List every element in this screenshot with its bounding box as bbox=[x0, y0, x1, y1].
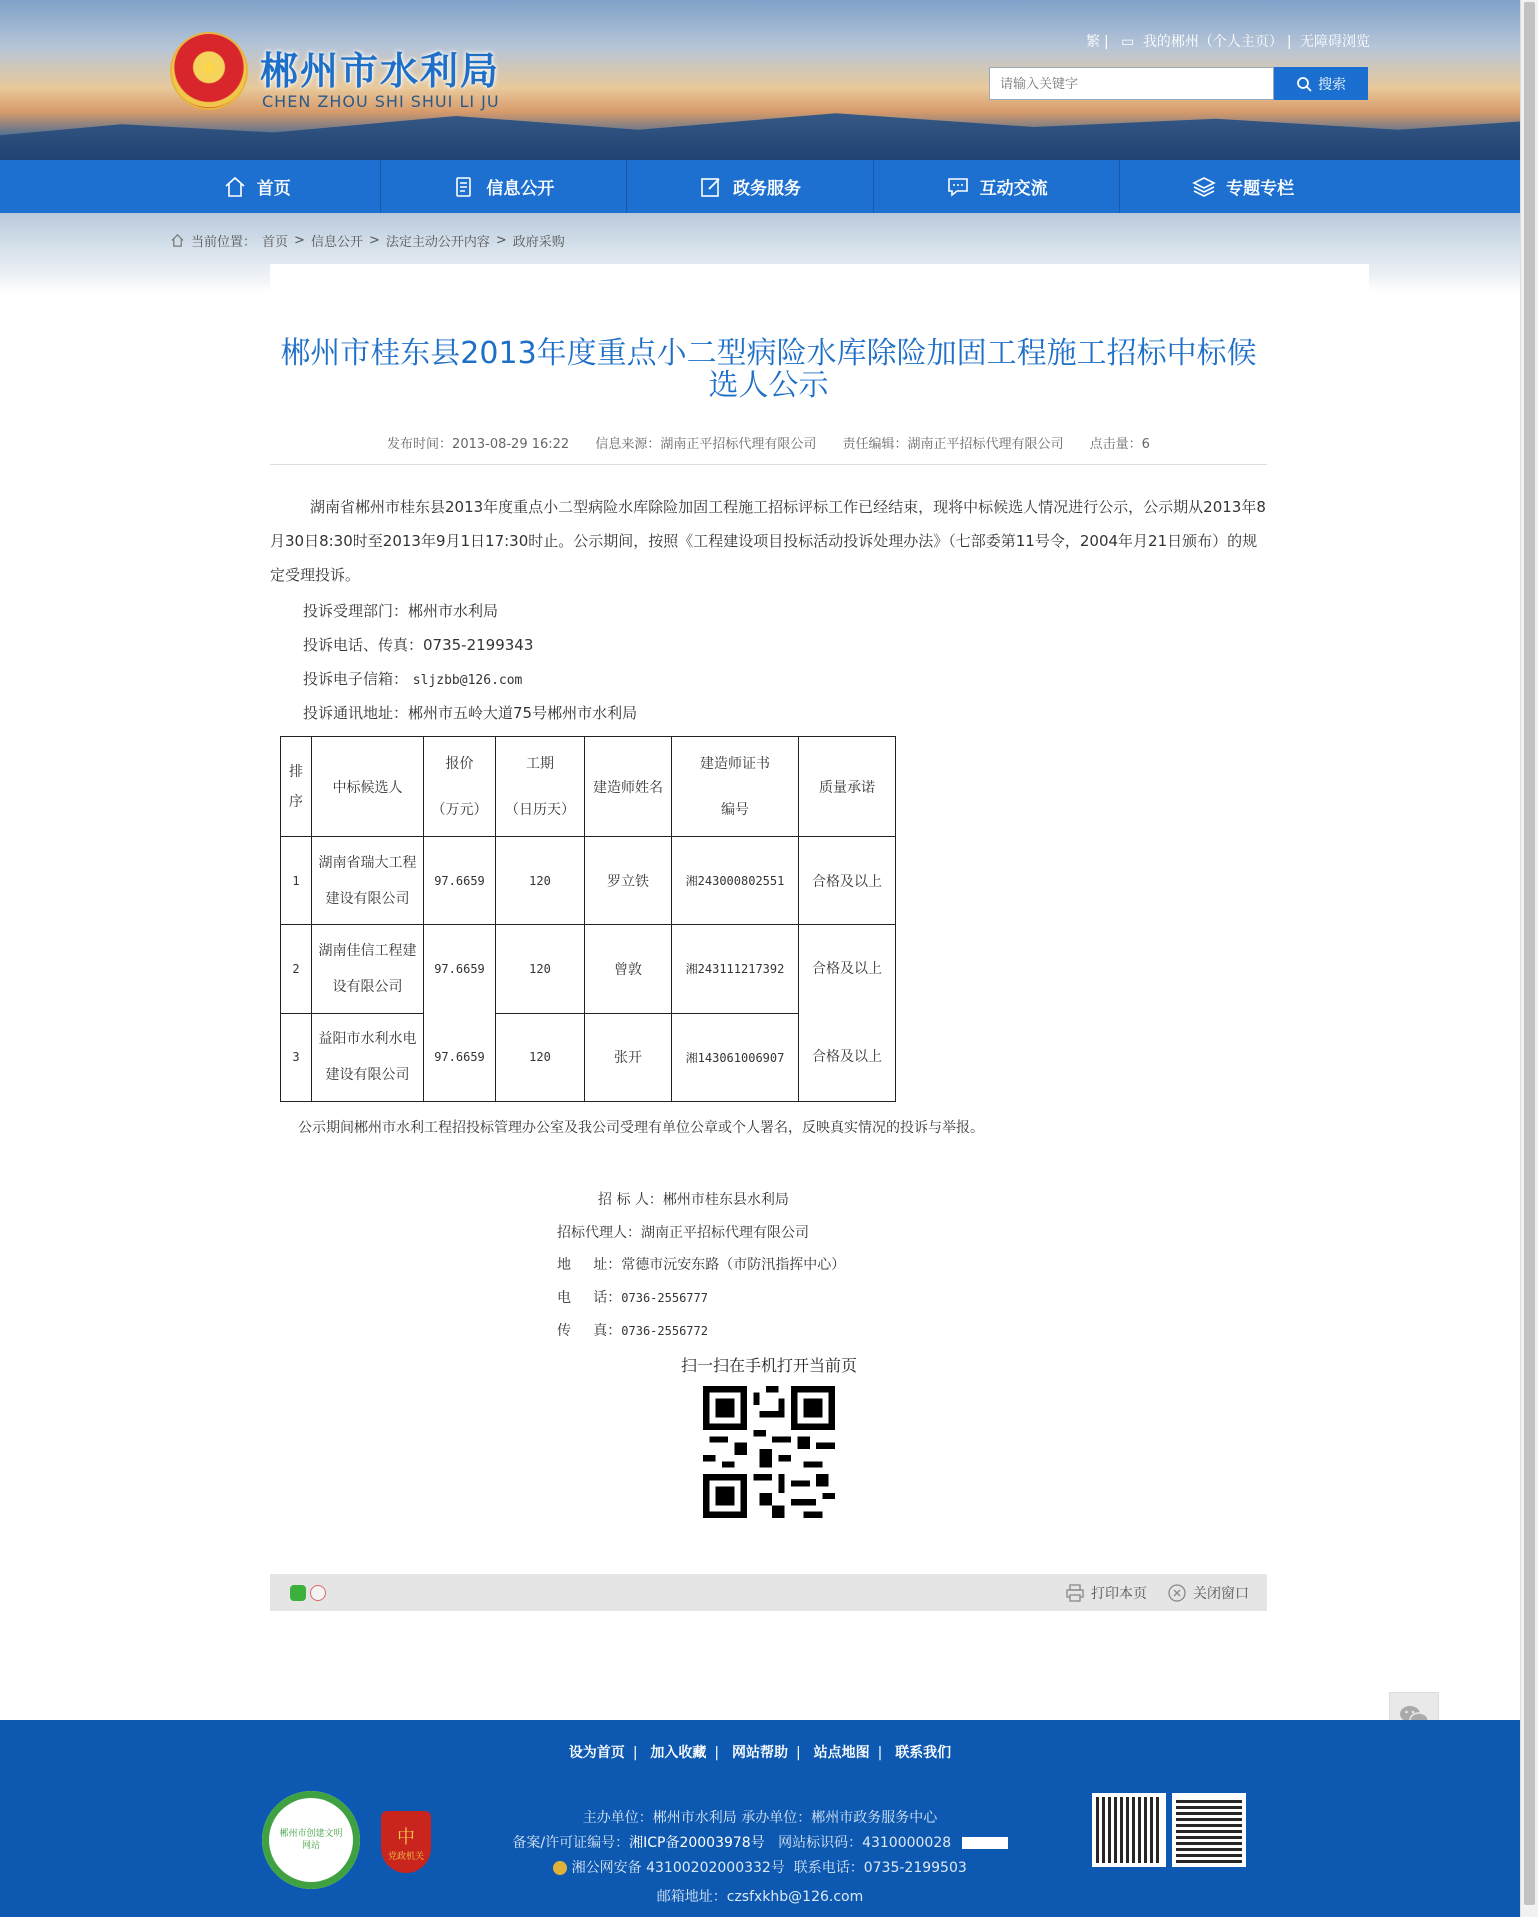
nav-label: 政务服务 bbox=[732, 179, 801, 199]
close-label: 关闭窗口 bbox=[1193, 1586, 1249, 1602]
share-bar bbox=[270, 1574, 1267, 1611]
article-title: 郴州市桂东县2013年度重点小二型病险水库除险加固工程施工招标中标候选人公示 bbox=[280, 336, 1257, 403]
footer-qr-code-icon bbox=[1092, 1793, 1166, 1867]
click-count: 点击量：6 bbox=[1089, 437, 1150, 452]
header-rank: 排序 bbox=[281, 737, 312, 837]
breadcrumb-info-public[interactable]: 信息公开 bbox=[310, 235, 363, 250]
cell-price: 97.6659 bbox=[424, 837, 496, 925]
editor: 责任编辑：湖南正平招标代理有限公司 bbox=[842, 437, 1064, 452]
nav-label: 专题专栏 bbox=[1226, 179, 1295, 199]
wechat-share-icon[interactable] bbox=[290, 1585, 306, 1601]
cell-days: 120 bbox=[496, 925, 585, 1014]
cell-quality-merged: 合格及以上 合格及以上 bbox=[799, 925, 896, 1102]
national-emblem-logo: ★ bbox=[172, 34, 246, 108]
complaint-phone: 投诉电话、传真：0735-2199343 bbox=[303, 636, 534, 654]
complaint-email-label: 投诉电子信箱： bbox=[303, 670, 409, 688]
signature-line: 招标代理人：湖南正平招标代理有限公司 bbox=[557, 1225, 809, 1241]
cell-rank: 3 bbox=[281, 1013, 312, 1102]
breadcrumb bbox=[170, 231, 565, 250]
breadcrumb-legal-content[interactable]: 法定主动公开内容 bbox=[385, 235, 490, 250]
footer-email: 邮箱地址：czsfxkhb@126.com bbox=[656, 1889, 864, 1905]
signature-line: 招 标 人：郴州市桂东县水利局 bbox=[598, 1192, 789, 1208]
header-cert: 建造师证书 编号 bbox=[672, 737, 799, 837]
bid-candidates-table bbox=[280, 736, 896, 1102]
cell-cert: 湘243000802551 bbox=[672, 837, 799, 925]
nav-item-home[interactable] bbox=[134, 160, 381, 213]
search-button-label: 搜索 bbox=[1318, 75, 1346, 92]
cell-days: 120 bbox=[496, 837, 585, 925]
site-title[interactable]: 郴州市水利局 bbox=[260, 49, 501, 93]
my-chenzhou-link[interactable]: 我的郴州（个人主页） bbox=[1142, 34, 1283, 50]
icp-link[interactable]: 湘ICP备20003978号 bbox=[629, 1835, 765, 1851]
monitor-icon: ▭ bbox=[1121, 34, 1135, 50]
footer-icp-line: 备案/许可证编号：湘ICP备20003978号 网站标识码：4310000028 bbox=[0, 1832, 1520, 1852]
complaint-dept: 投诉受理部门：郴州市水利局 bbox=[303, 602, 499, 620]
search-button[interactable] bbox=[1274, 67, 1368, 100]
main-nav bbox=[0, 160, 1520, 213]
table-row bbox=[281, 925, 896, 1014]
breadcrumb-separator: > bbox=[368, 233, 380, 248]
scrollbar-thumb[interactable] bbox=[1524, 2, 1535, 1905]
footer-sponsor: 主办单位：郴州市水利局 承办单位：郴州市政务服务中心 bbox=[582, 1810, 938, 1826]
footer-link-bookmark[interactable]: 加入收藏 bbox=[650, 1745, 707, 1761]
article-paragraph: 湖南省郴州市桂东县2013年度重点小二型病险水库除险加固工程施工招标评标工作已经结束，现将中标候选人情况进行公示，公示期从2013年8月30日8:30时至2013年9月1日17:30时止。公示期间，按照《工程建设项目投标活动投诉处理办法》（七部委第11号令，2004年月21日颁布）的规定受理投诉。 bbox=[270, 498, 1266, 584]
cell-cert: 湘243111217392 bbox=[672, 925, 799, 1014]
signature-line: 传 真：0736-2556772 bbox=[557, 1323, 708, 1339]
breadcrumb-separator: > bbox=[495, 233, 507, 248]
complaint-address: 投诉通讯地址：郴州市五岭大道75号郴州市水利局 bbox=[303, 704, 638, 722]
footer-link-set-home[interactable]: 设为首页 bbox=[568, 1745, 625, 1761]
vertical-scrollbar[interactable] bbox=[1520, 0, 1538, 1917]
police-badge-icon bbox=[553, 1861, 567, 1875]
edit-icon bbox=[699, 175, 723, 199]
footer-phone: 联系电话：0735-2199503 bbox=[793, 1860, 967, 1876]
footer bbox=[0, 1720, 1520, 1917]
ch22-badge-icon bbox=[962, 1837, 1008, 1849]
nav-item-special-topics[interactable] bbox=[1120, 160, 1366, 213]
qr-code-icon bbox=[703, 1386, 835, 1518]
police-record[interactable]: 湘公网安备 43100202000332号 bbox=[571, 1860, 785, 1876]
header-days: 工期 （日历天） bbox=[496, 737, 585, 837]
search-icon bbox=[1296, 76, 1312, 92]
cell-company: 湖南佳信工程建 设有限公司 bbox=[312, 925, 424, 1014]
breadcrumb-prefix: 当前位置： bbox=[191, 235, 257, 250]
table-header-row bbox=[281, 737, 896, 837]
breadcrumb-home[interactable]: 首页 bbox=[262, 235, 289, 250]
nav-item-gov-service[interactable] bbox=[627, 160, 874, 213]
nav-item-interaction[interactable] bbox=[874, 160, 1121, 213]
home-icon bbox=[170, 233, 185, 248]
party-gov-badge[interactable]: 中 党政机关 bbox=[381, 1811, 431, 1873]
publish-time: 发布时间：2013-08-29 16:22 bbox=[387, 437, 570, 452]
cell-rank: 2 bbox=[281, 925, 312, 1014]
nav-label: 互动交流 bbox=[979, 179, 1048, 199]
signature-line: 电 话：0736-2556777 bbox=[557, 1290, 708, 1306]
nav-label: 信息公开 bbox=[486, 179, 555, 199]
party-gov-label: 党政机关 bbox=[387, 1851, 424, 1862]
breadcrumb-gov-procurement[interactable]: 政府采购 bbox=[512, 235, 565, 250]
close-window-button[interactable] bbox=[1167, 1583, 1249, 1603]
header-builder: 建造师姓名 bbox=[585, 737, 672, 837]
home-icon bbox=[223, 175, 247, 199]
top-links: 繁 | ▭ 我的郴州（个人主页） | 无障碍浏览 bbox=[1085, 34, 1370, 50]
cell-builder: 罗立铁 bbox=[585, 837, 672, 925]
breadcrumb-separator: > bbox=[294, 233, 305, 248]
cell-rank: 1 bbox=[281, 837, 312, 925]
cell-days: 120 bbox=[496, 1013, 585, 1102]
cell-price-merged: 97.6659 97.6659 bbox=[424, 925, 496, 1102]
traditional-chinese-link[interactable]: 繁 bbox=[1085, 34, 1100, 50]
chat-icon bbox=[946, 175, 970, 199]
cell-company: 益阳市水利水电 建设有限公司 bbox=[312, 1013, 424, 1102]
header-candidate: 中标候选人 bbox=[312, 737, 424, 837]
banner-landscape bbox=[0, 105, 1520, 160]
civilized-website-label: 郴州市创建文明网站 bbox=[279, 1829, 343, 1851]
nav-label: 首页 bbox=[256, 179, 291, 199]
footer-police-line bbox=[0, 1857, 1520, 1877]
divider bbox=[270, 464, 1267, 465]
printer-icon bbox=[1065, 1583, 1085, 1603]
info-source: 信息来源：湖南正平招标代理有限公司 bbox=[595, 437, 817, 452]
accessibility-link[interactable]: 无障碍浏览 bbox=[1300, 34, 1370, 50]
search-input[interactable] bbox=[989, 67, 1274, 100]
footer-link-sitemap[interactable]: 站点地图 bbox=[813, 1745, 870, 1761]
nav-item-info-public[interactable] bbox=[381, 160, 628, 213]
cell-builder: 曾敦 bbox=[585, 925, 672, 1014]
qr-caption: 扫一扫在手机打开当前页 bbox=[680, 1356, 857, 1375]
cell-quality: 合格及以上 bbox=[799, 837, 896, 925]
cell-builder: 张开 bbox=[585, 1013, 672, 1102]
notice-text: 公示期间郴州市水利工程招投标管理办公室及我公司受理有单位公章或个人署名，反映真实情况的投诉与举报。 bbox=[298, 1120, 984, 1136]
print-button[interactable] bbox=[1065, 1583, 1147, 1603]
signature-line: 地 址：常德市沅安东路（市防汛指挥中心） bbox=[557, 1257, 846, 1273]
close-circle-icon bbox=[1167, 1583, 1187, 1603]
cell-cert: 湘143061006907 bbox=[672, 1013, 799, 1102]
site-subtitle: CHEN ZHOU SHI SHUI LI JU bbox=[262, 92, 500, 111]
weibo-share-icon[interactable] bbox=[310, 1585, 326, 1601]
footer-qr-code-icon bbox=[1172, 1793, 1246, 1867]
footer-link-contact[interactable]: 联系我们 bbox=[895, 1745, 952, 1761]
header-quality: 质量承诺 bbox=[799, 737, 896, 837]
layers-icon bbox=[1192, 175, 1216, 199]
cell-company: 湖南省瑞大工程 建设有限公司 bbox=[312, 837, 424, 925]
article-meta bbox=[270, 433, 1267, 452]
complaint-email-line bbox=[303, 668, 522, 689]
document-icon bbox=[452, 175, 476, 199]
print-label: 打印本页 bbox=[1091, 1586, 1147, 1602]
share-icons bbox=[290, 1585, 326, 1601]
footer-link-help[interactable]: 网站帮助 bbox=[732, 1745, 788, 1761]
table-row bbox=[281, 837, 896, 925]
complaint-email: sljzbb@126.com bbox=[412, 673, 523, 688]
footer-links: 设为首页 | 加入收藏 | 网站帮助 | 站点地图 | 联系我们 bbox=[568, 1745, 952, 1761]
header-price: 报价 （万元） bbox=[424, 737, 496, 837]
